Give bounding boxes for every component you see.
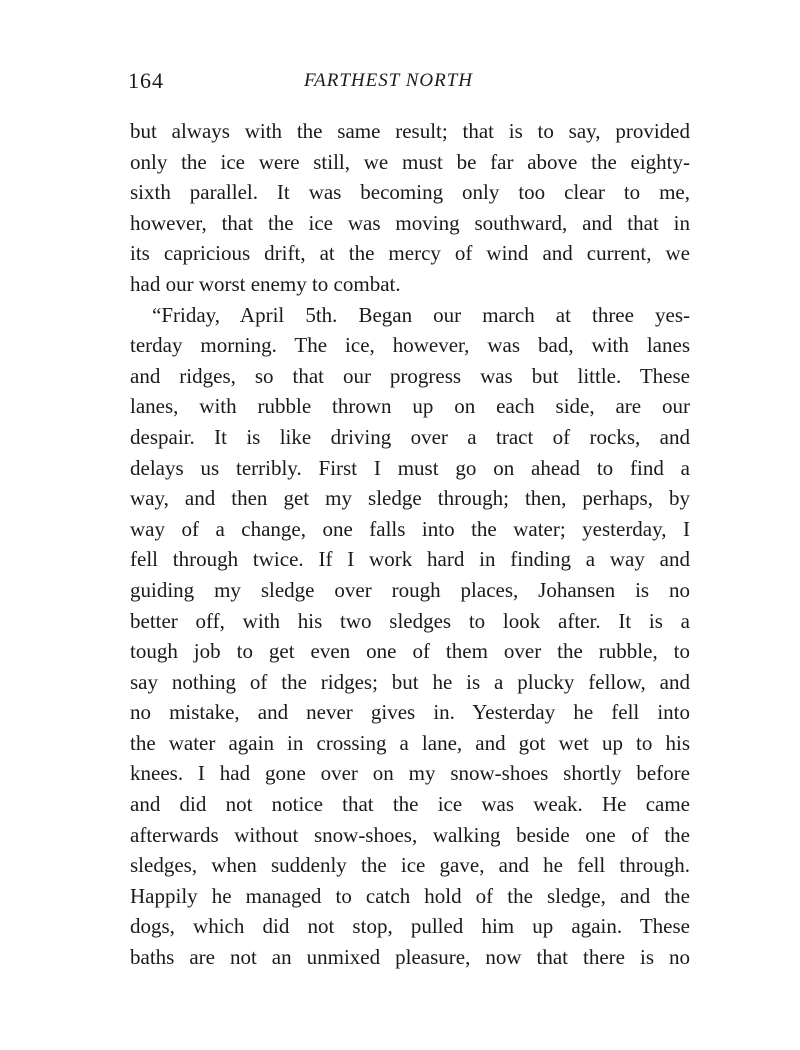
text-line: “Friday, April 5th. Began our march at three yes- — [152, 302, 690, 327]
text-line: despair. It is like driving over a tract of rocks, and — [130, 424, 690, 449]
text-line: and ridges, so that our progress was but little. These — [130, 363, 690, 388]
text-line: say nothing of the ridges; but he is a plucky fellow, and — [130, 669, 690, 694]
text-line: had our worst enemy to combat. — [130, 271, 401, 296]
text-line: better off, with his two sledges to look after. It is a — [130, 608, 690, 633]
page-number: 164 — [128, 68, 164, 93]
text-line: the water again in crossing a lane, and got wet up to his — [130, 730, 690, 755]
text-line: dogs, which did not stop, pulled him up again. These — [130, 914, 690, 939]
text-line: and did not notice that the ice was weak. He came — [130, 792, 690, 817]
text-line: no mistake, and never gives in. Yesterday he fell into — [130, 700, 690, 725]
text-line: afterwards without snow-shoes, walking beside one of the — [130, 822, 690, 847]
text-line: its capricious drift, at the mercy of wind and current, we — [130, 241, 690, 266]
text-line: sixth parallel. It was becoming only too clear to me, — [130, 180, 690, 205]
running-head — [128, 68, 688, 98]
body-text — [130, 116, 690, 973]
text-line: lanes, with rubble thrown up on each side, are our — [130, 394, 690, 419]
text-line: way of a change, one falls into the water; yesterday, I — [130, 516, 690, 541]
text-line: baths are not an unmixed pleasure, now that there is no — [130, 945, 690, 970]
text-line: delays us terribly. First I must go on ahead to find a — [130, 455, 690, 480]
text-line: guiding my sledge over rough places, Johansen is no — [130, 577, 690, 602]
text-line: sledges, when suddenly the ice gave, and he fell through. — [130, 853, 690, 878]
text-line: fell through twice. If I work hard in finding a way and — [130, 547, 690, 572]
text-line: tough job to get even one of them over the rubble, to — [130, 639, 690, 664]
text-line: knees. I had gone over on my snow-shoes shortly before — [130, 761, 690, 786]
text-line: however, that the ice was moving southward, and that in — [130, 210, 690, 235]
text-line: way, and then get my sledge through; then, perhaps, by — [130, 486, 690, 511]
text-line: only the ice were still, we must be far above the eighty- — [130, 149, 690, 174]
running-title: FARTHEST NORTH — [304, 70, 474, 91]
text-line: terday morning. The ice, however, was bad, with lanes — [130, 333, 690, 358]
text-line: but always with the same result; that is to say, provided — [130, 119, 690, 143]
text-line: Happily he managed to catch hold of the sledge, and the — [130, 883, 690, 908]
